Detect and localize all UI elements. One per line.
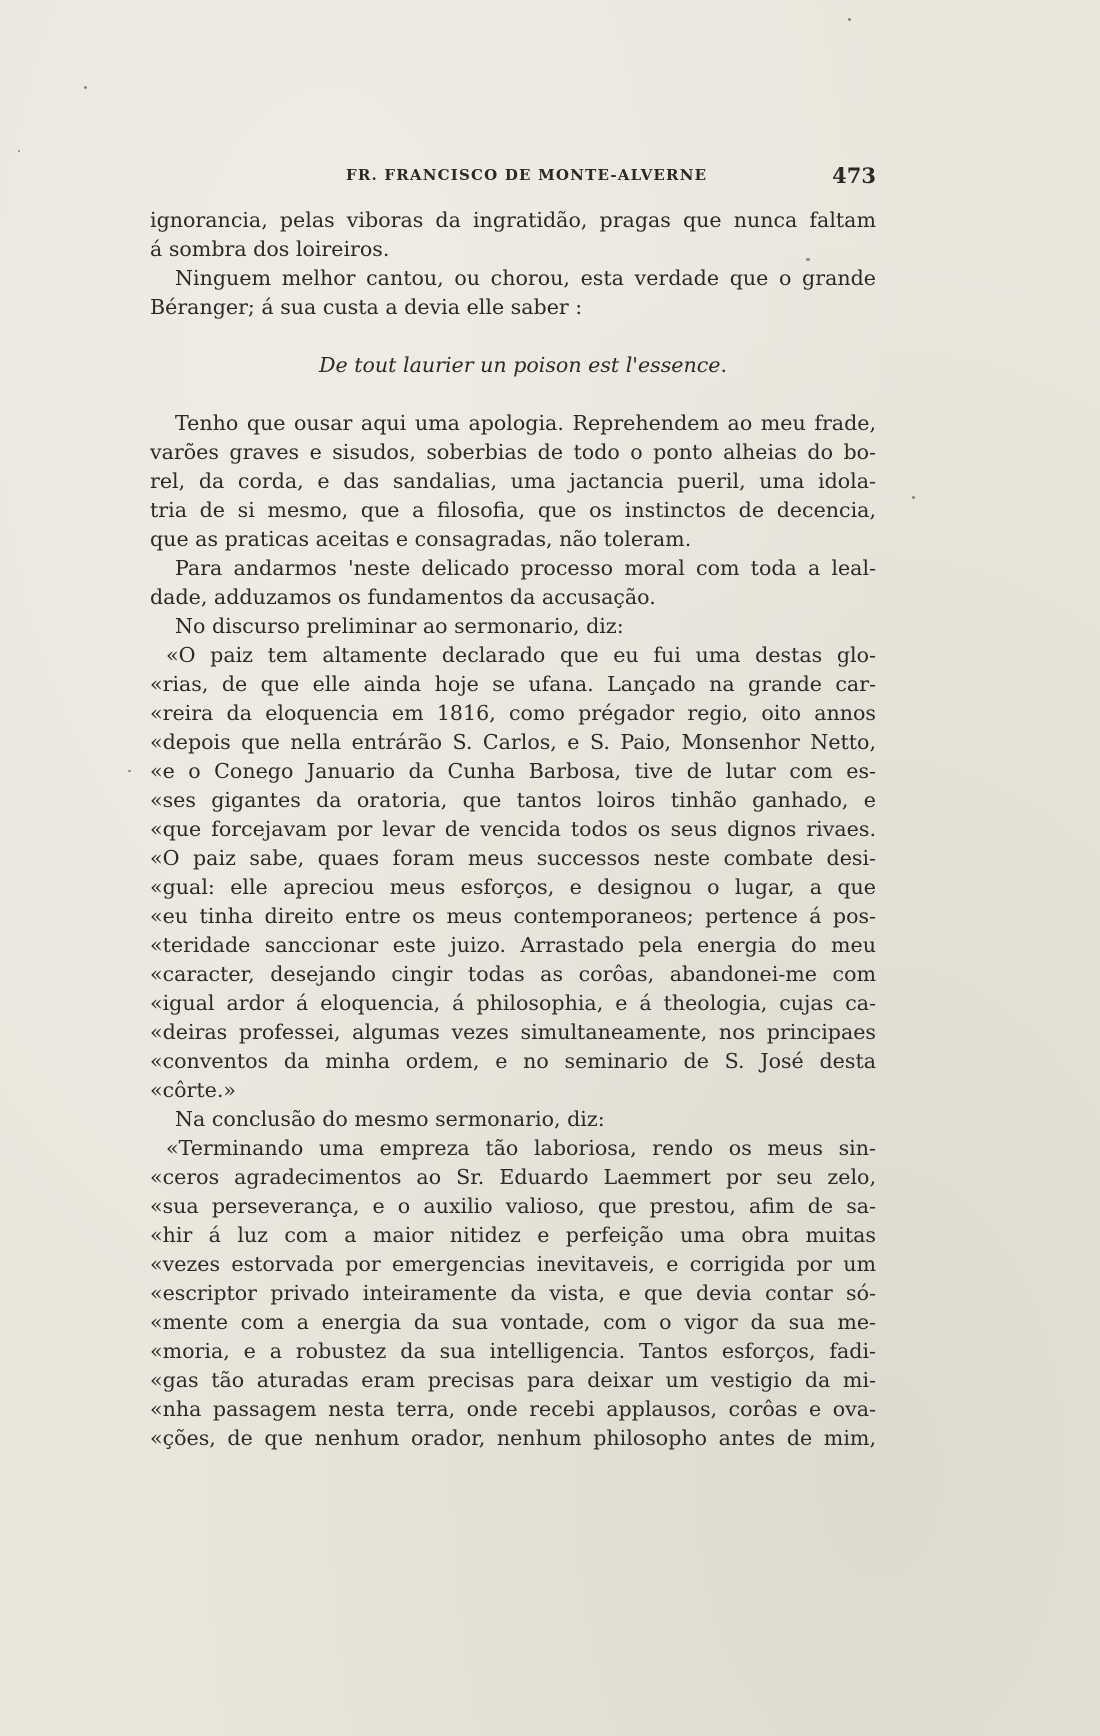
text-line: «eu tinha direito entre os meus contemporaneos; pertence á pos- <box>150 904 876 928</box>
text-line: No discurso preliminar ao sermonario, diz: <box>175 614 624 638</box>
paper-speck <box>84 86 87 89</box>
text-line: «hir á luz com a maior nitidez e perfeição uma obra muitas <box>150 1223 876 1247</box>
text-line: que as praticas aceitas e consagradas, não toleram. <box>150 527 692 551</box>
text-line: «escriptor privado inteiramente da vista, e que devia contar só- <box>150 1281 876 1305</box>
text-line: Ninguem melhor cantou, ou chorou, esta verdade que o grande <box>175 266 876 290</box>
text-line: á sombra dos loireiros. <box>150 237 390 261</box>
paper-speck <box>18 150 20 152</box>
text-line: «côrte.» <box>150 1078 236 1102</box>
text-line: varões graves e sisudos, soberbias de todo o ponto alheias do bo- <box>150 440 876 464</box>
text-line: «deiras professei, algumas vezes simultaneamente, nos principaes <box>150 1020 876 1044</box>
text-line: «ções, de que nenhum orador, nenhum philosopho antes de mim, <box>150 1426 876 1450</box>
text-line: «depois que nella entrárão S. Carlos, e S. Paio, Monsenhor Netto, <box>150 730 876 754</box>
text-line: tria de si mesmo, que a filosofia, que os instinctos de decencia, <box>150 498 876 522</box>
paper-speck <box>128 770 131 772</box>
text-line: «Terminando uma empreza tão laboriosa, rendo os meus sin- <box>166 1136 876 1160</box>
text-line: «conventos da minha ordem, e no seminario de S. José desta <box>150 1049 876 1073</box>
text-line: «caracter, desejando cingir todas as corôas, abandonei-me com <box>150 962 876 986</box>
text-line: ignorancia, pelas viboras da ingratidão, pragas que nunca faltam <box>150 208 876 232</box>
running-head-title: FR. FRANCISCO DE MONTE-ALVERNE <box>346 166 708 184</box>
text-line: «que forcejavam por levar de vencida todos os seus dignos rivaes. <box>150 817 876 841</box>
text-line: «reira da eloquencia em 1816, como prégador regio, oito annos <box>150 701 876 725</box>
text-line: «ceros agradecimentos ao Sr. Eduardo Laemmert por seu zelo, <box>150 1165 876 1189</box>
verse-quotation: De tout laurier un poison est l'essence. <box>318 353 728 377</box>
text-line: «rias, de que elle ainda hoje se ufana. Lançado na grande car- <box>150 672 876 696</box>
text-line: «vezes estorvada por emergencias inevitaveis, e corrigida por um <box>150 1252 876 1276</box>
text-line: «ses gigantes da oratoria, que tantos loiros tinhão ganhado, e <box>150 788 876 812</box>
text-line: rel, da corda, e das sandalias, uma jactancia pueril, uma idola- <box>150 469 876 493</box>
text-line: «igual ardor á eloquencia, á philosophia, e á theologia, cujas ca- <box>150 991 876 1015</box>
body-text <box>150 206 876 1453</box>
text-line: «sua perseverança, e o auxilio valioso, que prestou, afim de sa- <box>150 1194 876 1218</box>
text-line: Para andarmos 'neste delicado processo moral com toda a leal- <box>175 556 876 580</box>
text-line: «nha passagem nesta terra, onde recebi applausos, corôas e ova- <box>150 1397 876 1421</box>
text-line: «gual: elle apreciou meus esforços, e designou o lugar, a que <box>150 875 876 899</box>
text-line: Béranger; á sua custa a devia elle saber : <box>150 295 583 319</box>
text-line: «O paiz sabe, quaes foram meus successos neste combate desi- <box>150 846 876 870</box>
paper-speck <box>912 496 915 499</box>
page-number: 473 <box>832 163 876 188</box>
text-line: «mente com a energia da sua vontade, com o vigor da sua me- <box>150 1310 876 1334</box>
text-line: «moria, e a robustez da sua intelligencia. Tantos esforços, fadi- <box>150 1339 876 1363</box>
running-header <box>150 163 876 190</box>
text-line: «O paiz tem altamente declarado que eu fui uma destas glo- <box>166 643 876 667</box>
text-line: Na conclusão do mesmo sermonario, diz: <box>175 1107 605 1131</box>
text-line: «gas tão aturadas eram precisas para deixar um vestigio da mi- <box>150 1368 876 1392</box>
text-line: Tenho que ousar aqui uma apologia. Reprehendem ao meu frade, <box>175 411 876 435</box>
text-line: «teridade sanccionar este juizo. Arrastado pela energia do meu <box>150 933 876 957</box>
text-line: dade, adduzamos os fundamentos da accusação. <box>150 585 656 609</box>
paper-speck <box>848 18 851 21</box>
text-line: «e o Conego Januario da Cunha Barbosa, tive de lutar com es- <box>150 759 876 783</box>
